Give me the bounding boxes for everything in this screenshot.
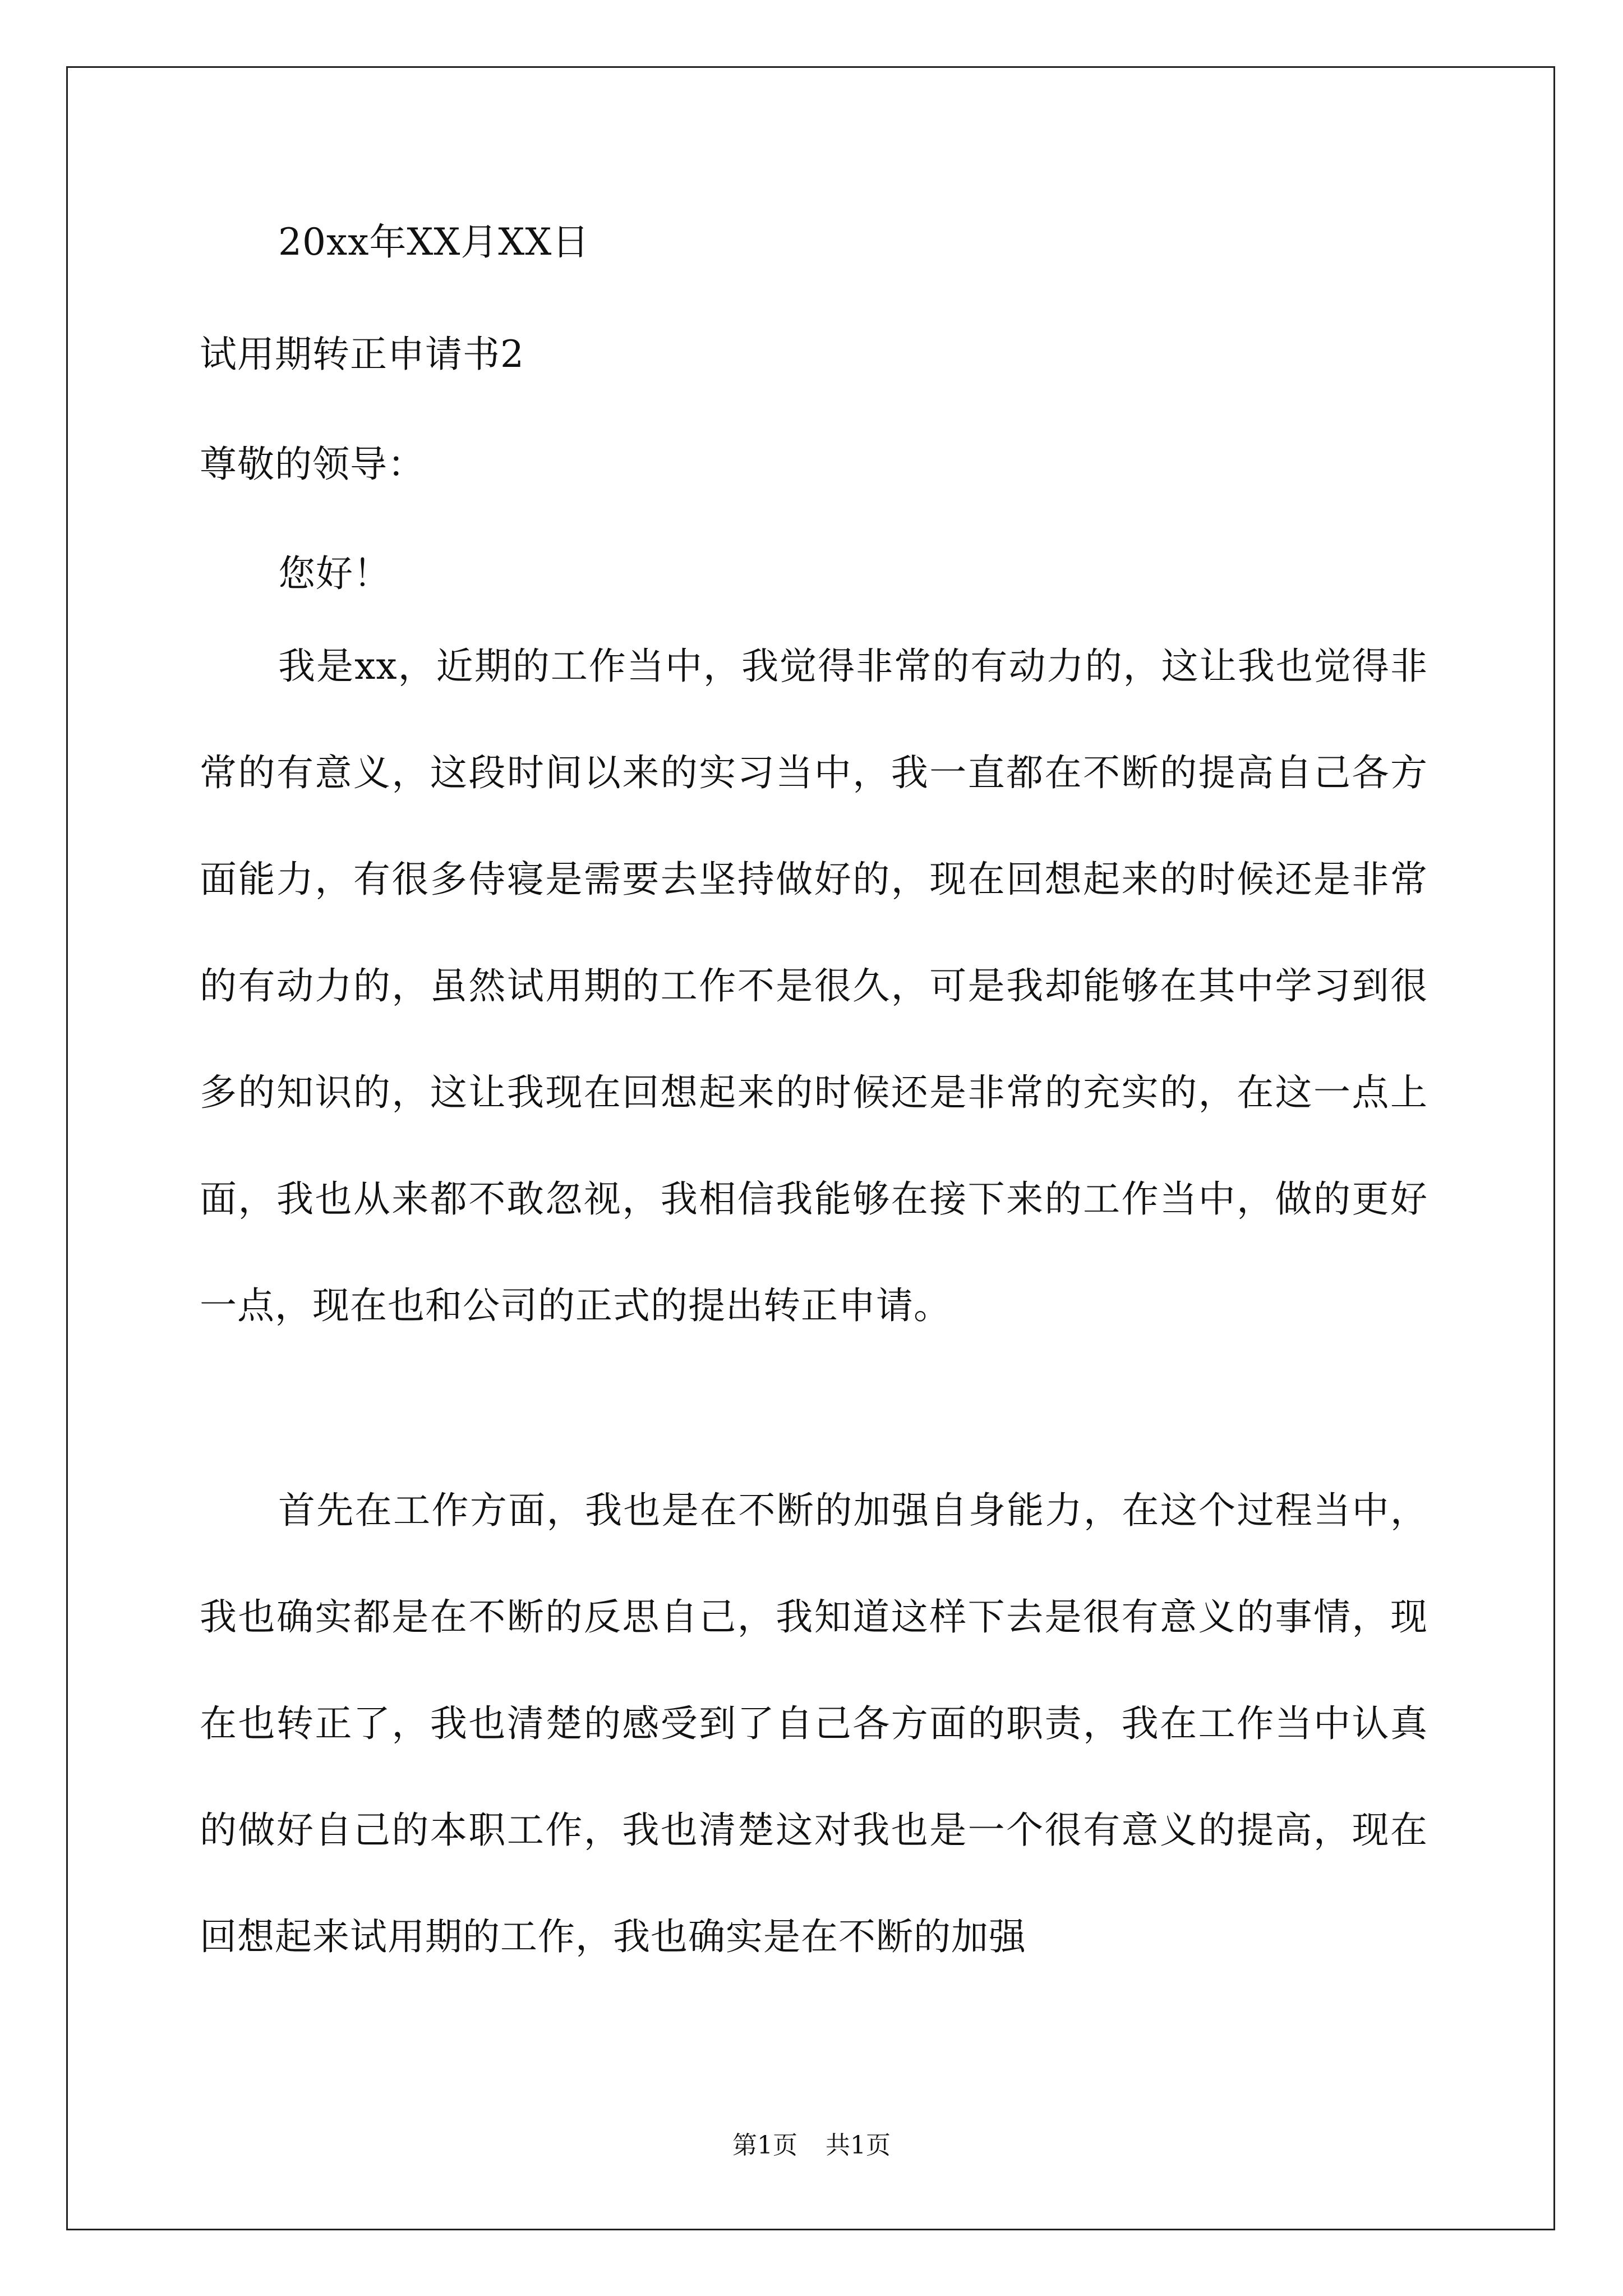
page-total: 共1页 [826,2131,891,2160]
document-title: 试用期转正申请书2 [200,333,524,376]
page-number: 第1页 [732,2131,797,2160]
body-paragraph-1: 我是xx，近期的工作当中，我觉得非常的有动力的，这让我也觉得非常的有意义，这段时间以来的实习当中，我一直都在不断的提高自己各方面能力，有很多侍寝是需要去坚持做好的，现在回想起来的时候还是非常的有动力的，虽然试用期的工作不是很久，可是我却能够在其中学习到很多的知识的，这让我现在回想起来的时候还是非常的充实的，在这一点上面，我也从来都不敢忽视，我相信我能够在接下来的工作当中，做的更好一点，现在也和公司的正式的提出转正申请。 [200,645,1428,1327]
salutation: 尊敬的领导： [200,443,425,486]
body-paragraph-2: 首先在工作方面，我也是在不断的加强自身能力，在这个过程当中，我也确实都是在不断的反思自己，我知道这样下去是很有意义的事情，现在也转正了，我也清楚的感受到了自己各方面的职责，我在工作当中认真的做好自己的本职工作，我也清楚这对我也是一个很有意义的提高，现在回想起来试用期的工作，我也确实是在不断的加强 [200,1489,1428,1958]
page-footer [0,2129,1623,2162]
date-line: 20xx年XX月XX日 [278,220,590,264]
greeting: 您好！ [278,552,391,595]
